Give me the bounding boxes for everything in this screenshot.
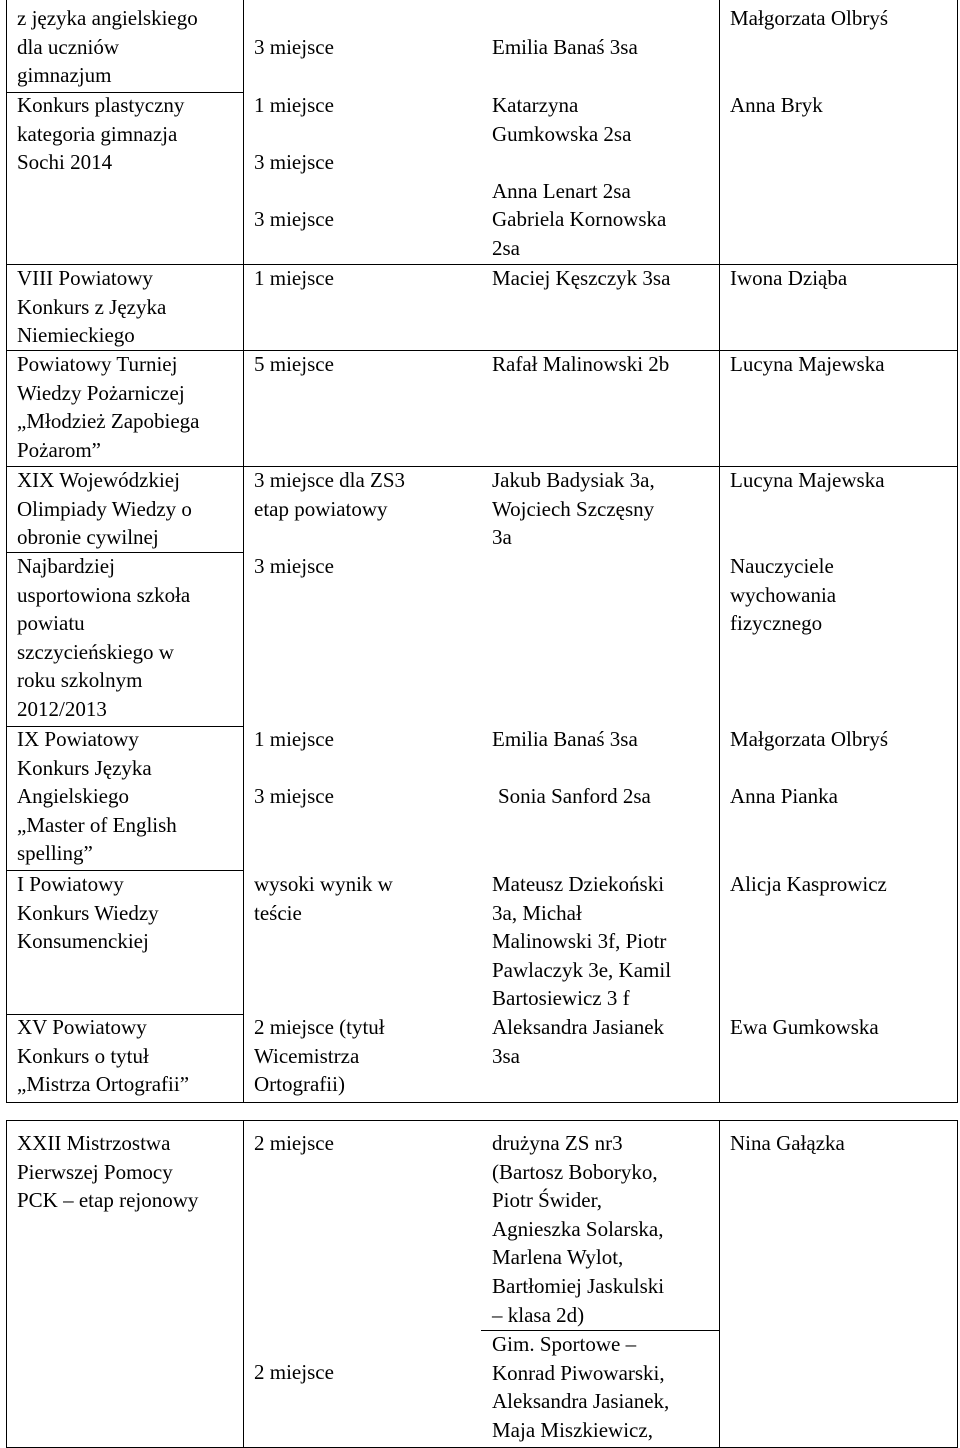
column-divider-3b (719, 1120, 720, 1448)
table-left-border-2 (6, 1120, 7, 1448)
teacher-cell: Nina Gałązka (730, 1131, 845, 1155)
teacher-cell: Alicja Kasprowicz (730, 872, 887, 896)
place-cell: wysoki wynik w teście (254, 872, 393, 925)
competition-cell: Najbardziej usportowiona szkoła powiatu szczycieńskiego w roku szkolnym 2012/2013 (17, 554, 191, 721)
competition-cell: z języka angielskiego dla uczniów gimnazjum (17, 6, 198, 88)
students-cell: Aleksandra Jasianek 3sa (492, 1015, 665, 1068)
competition-cell: IX Powiatowy Konkurs Języka Angielskiego „Master of English spelling” (17, 727, 177, 866)
teacher-cell: Małgorzata Olbryś (730, 6, 889, 30)
students-cell: Jakub Badysiak 3a, Wojciech Szczęsny 3a (492, 468, 655, 550)
competition-cell: I Powiatowy Konkurs Wiedzy Konsumenckiej (17, 872, 159, 954)
students-cell: Katarzyna Gumkowska 2sa (492, 93, 632, 146)
competition-cell: Powiatowy Turniej Wiedzy Pożarniczej „Młodzież Zapobiega Pożarom” (17, 352, 200, 462)
column-divider-1b (243, 1120, 244, 1448)
place-cell: 3 miejsce (254, 150, 334, 174)
teacher-cell: Lucyna Majewska (730, 352, 885, 376)
place-cell: 2 miejsce (254, 1131, 334, 1155)
teacher-cell: Małgorzata Olbryś (730, 727, 889, 751)
students-cell: Emilia Banaś 3sa (492, 727, 638, 751)
place-cell: 2 miejsce (254, 1360, 334, 1384)
competition-cell: Konkurs plastyczny kategoria gimnazja Sochi 2014 (17, 93, 185, 175)
place-cell: 3 miejsce (254, 35, 334, 59)
students-cell: Rafał Malinowski 2b (492, 352, 670, 376)
place-cell: 1 miejsce (254, 93, 334, 117)
place-cell: 5 miejsce (254, 352, 334, 376)
column-divider-1 (243, 0, 244, 1102)
students-cell: Emilia Banaś 3sa (492, 35, 638, 59)
students-cell: Gim. Sportowe – Konrad Piwowarski, Aleksandra Jasianek, Maja Miszkiewicz, (492, 1332, 670, 1442)
place-cell: 1 miejsce (254, 727, 334, 751)
place-cell: 3 miejsce (254, 207, 334, 231)
table-top-border-2 (6, 1120, 958, 1121)
students-cell: Gabriela Kornowska 2sa (492, 207, 667, 260)
place-cell: 3 miejsce (254, 784, 334, 808)
table-left-border (6, 0, 7, 1102)
teacher-cell: Iwona Dziąba (730, 266, 848, 290)
column-divider-3 (719, 0, 720, 1102)
students-cell: Anna Lenart 2sa (492, 179, 631, 203)
students-cell: drużyna ZS nr3 (Bartosz Boboryko, Piotr Świder, Agnieszka Solarska, Marlena Wylot, Bartłomiej Jaskulski – klasa 2d) (492, 1131, 665, 1327)
place-cell: 2 miejsce (tytuł Wicemistrza Ortografii) (254, 1015, 385, 1097)
students-cell: Sonia Sanford 2sa (498, 784, 651, 808)
teacher-cell: Anna Bryk (730, 93, 823, 117)
students-cell: Maciej Kęszczyk 3sa (492, 266, 671, 290)
table-bottom-border (6, 1102, 958, 1103)
place-cell: 1 miejsce (254, 266, 334, 290)
table-right-border (957, 0, 958, 1102)
table-right-border-2 (957, 1120, 958, 1448)
competition-cell: XXII Mistrzostwa Pierwszej Pomocy PCK – etap rejonowy (17, 1131, 199, 1213)
place-cell: 3 miejsce dla ZS3 etap powiatowy (254, 468, 406, 521)
place-cell: 3 miejsce (254, 554, 334, 578)
students-cell: Mateusz Dziekoński 3a, Michał Malinowski 3f, Piotr Pawlaczyk 3e, Kamil Bartosiewicz 3 f (492, 872, 672, 1011)
competition-cell: VIII Powiatowy Konkurs z Języka Niemieckiego (17, 266, 167, 348)
teacher-cell: Ewa Gumkowska (730, 1015, 879, 1039)
competition-cell: XV Powiatowy Konkurs o tytuł „Mistrza Ortografii” (17, 1015, 190, 1097)
teacher-cell: Anna Pianka (730, 784, 838, 808)
competition-cell: XIX Wojewódzkiej Olimpiady Wiedzy o obronie cywilnej (17, 468, 192, 550)
teacher-cell: Lucyna Majewska (730, 468, 885, 492)
teacher-cell: Nauczyciele wychowania fizycznego (730, 554, 837, 636)
